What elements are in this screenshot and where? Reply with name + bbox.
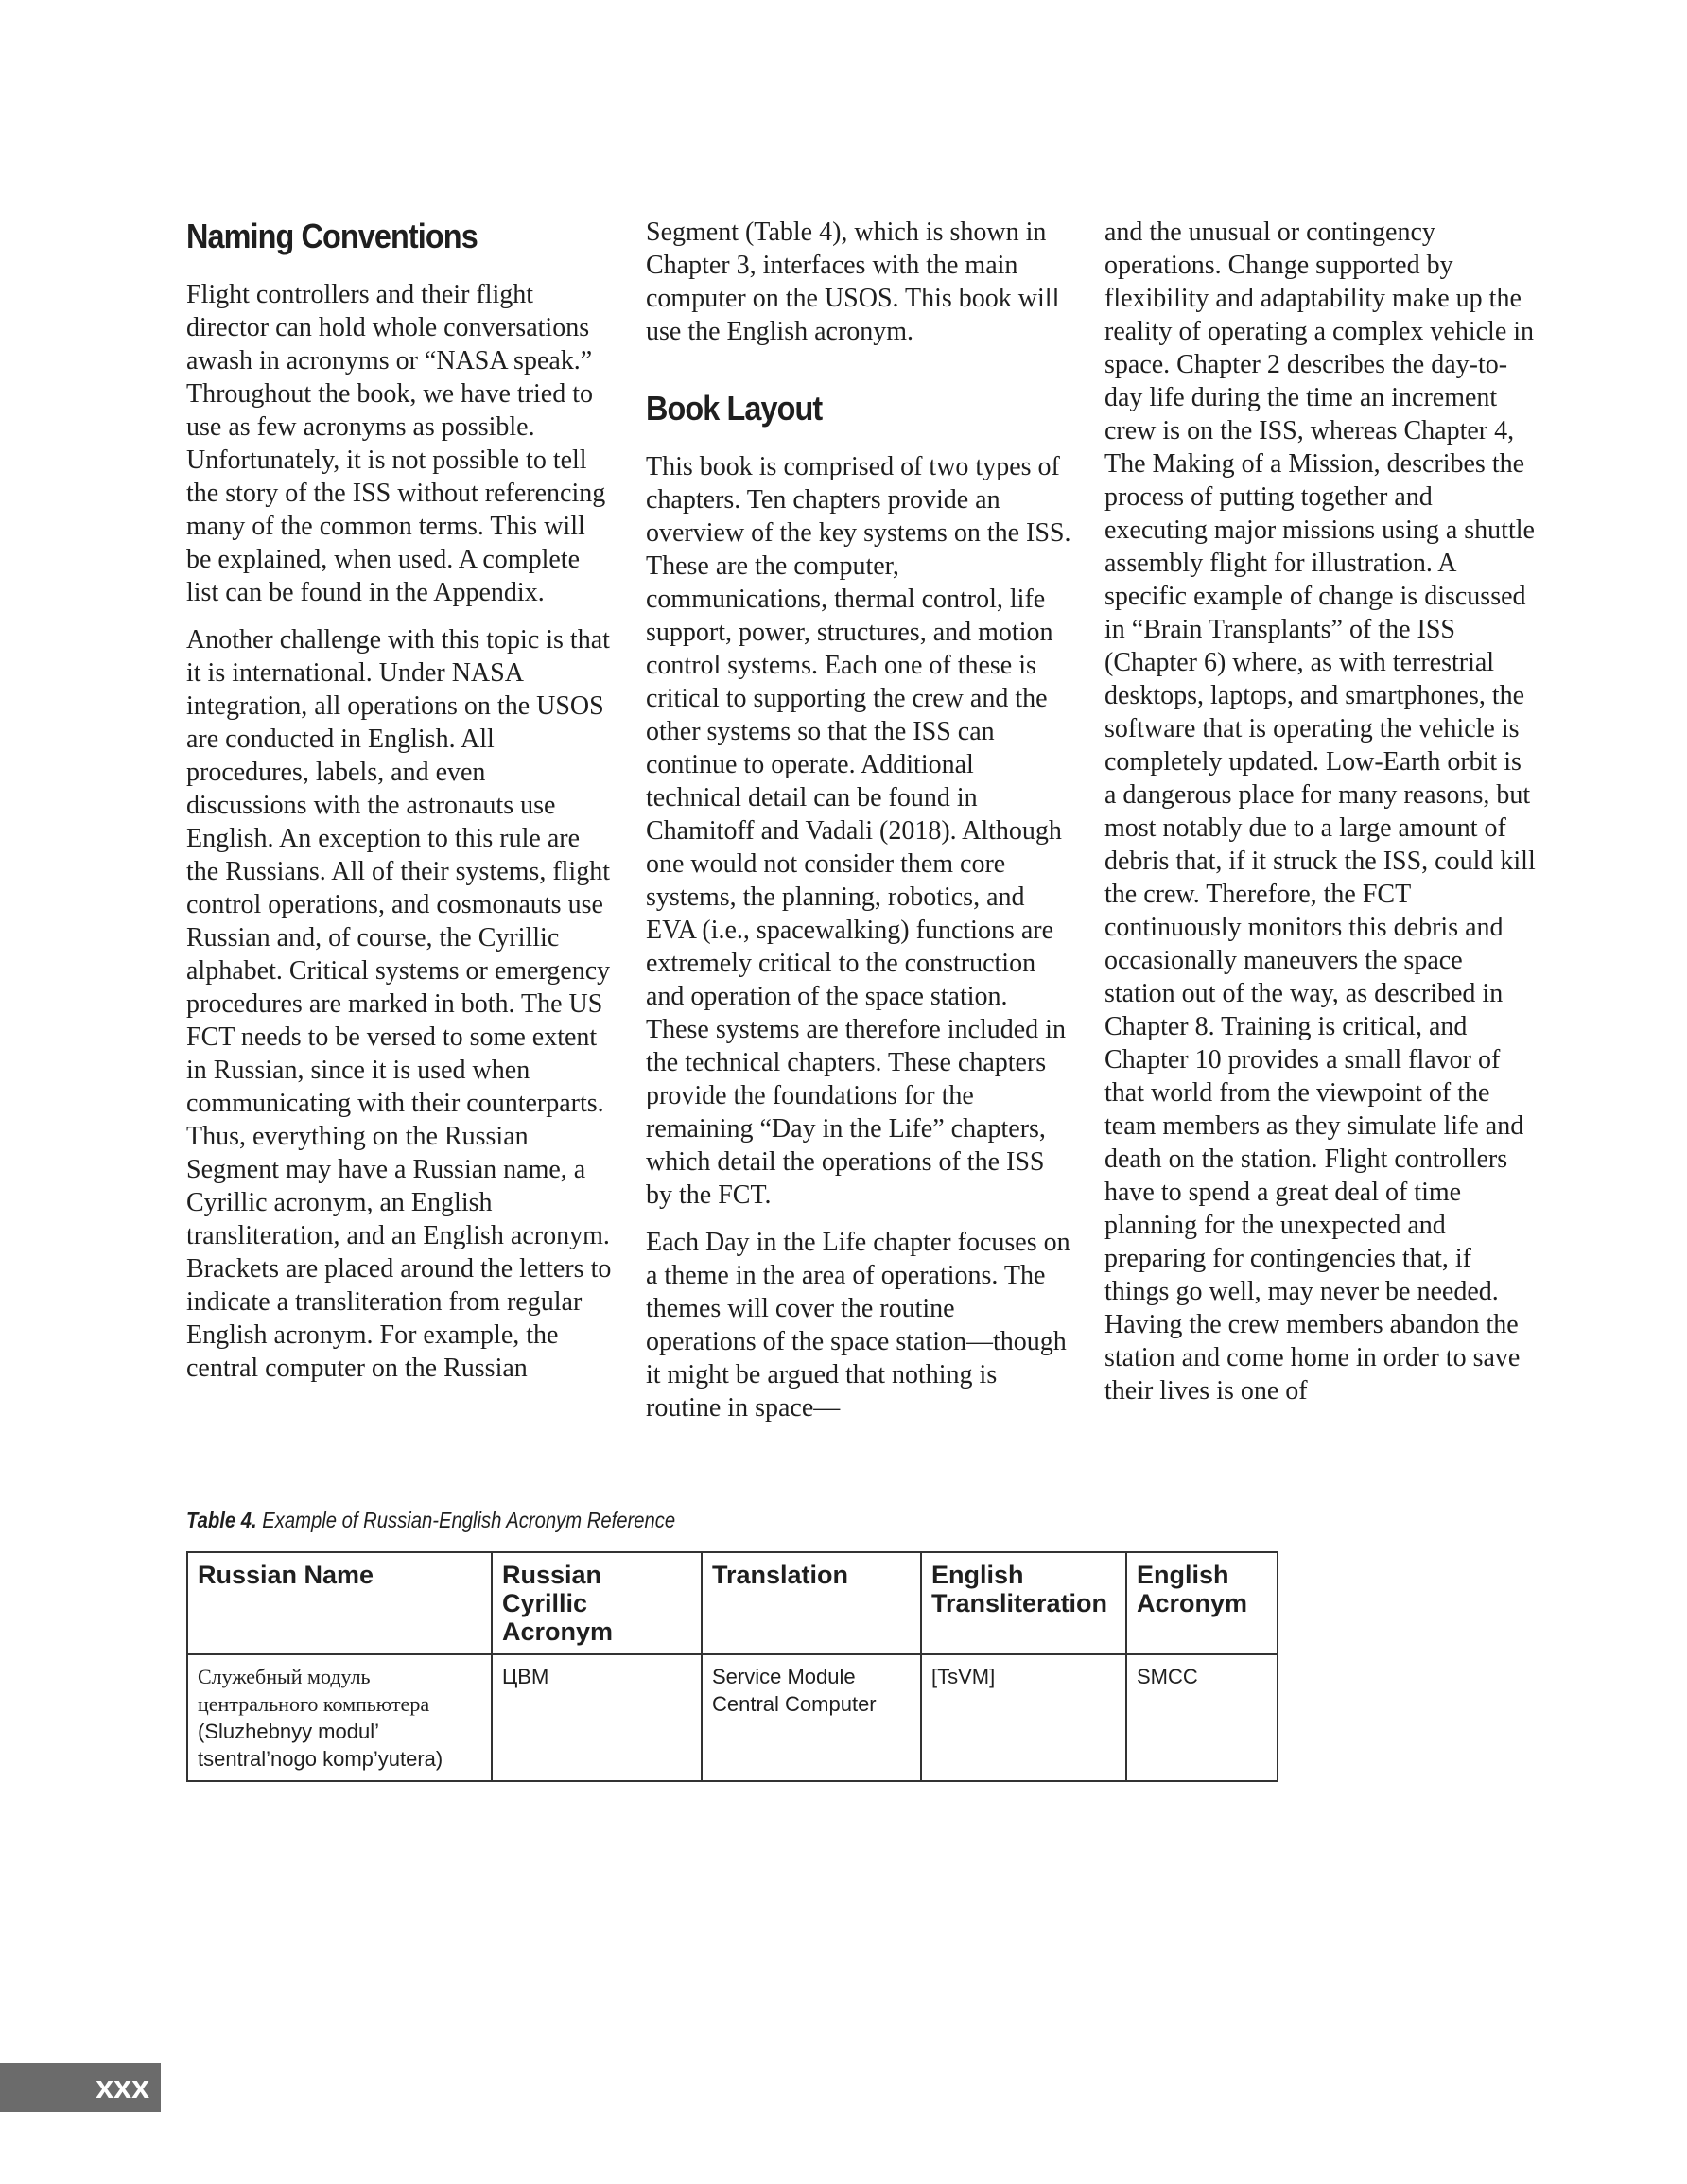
column-header: Russian Cyrillic Acronym — [492, 1552, 702, 1654]
column-header: English Acronym — [1126, 1552, 1278, 1654]
table-row — [187, 1654, 1278, 1781]
column-header: Russian Name — [187, 1552, 492, 1654]
table-caption-text: Example of Russian-English Acronym Reference — [262, 1508, 676, 1532]
table-header-row — [187, 1552, 1278, 1654]
column-header: English Transliteration — [921, 1552, 1126, 1654]
section-heading-book-layout: Book Layout — [646, 389, 823, 428]
text-column-2 — [646, 216, 1071, 1439]
table-cell-transliteration: [TsVM] — [921, 1654, 1126, 1781]
russian-name-cyrillic: Служебный модуль центрального компьютера — [198, 1665, 430, 1716]
section-heading-naming-conventions: Naming Conventions — [186, 217, 478, 255]
text-column-3 — [1104, 216, 1539, 1422]
paragraph: This book is comprised of two types of chapters. Ten chapters provide an overview of the key systems on the ISS. These are the computer, communications, thermal control, life support, power, structures, and motion control systems. Each one of these is critical to supporting the crew and the other systems so that the ISS can continue to operate. Additional technical detail can be found in Chamitoff and Vadali (2018). Although one would not consider them core systems, the planning, robotics, and EVA (i.e., spacewalking) functions are extremely critical to the construction and operation of the space station. These systems are therefore included in the technical chapters. These chapters provide the foundations for the remaining “Day in the Life” chapters, which detail the operations of the ISS by the FCT. — [646, 452, 1071, 1210]
acronym-table — [186, 1551, 1278, 1782]
paragraph: Flight controllers and their flight director can hold whole conversations awash in acronyms or “NASA speak.” Throughout the book, we have tried to use as few acronyms as possible. Unfortunately, it is not possible to tell the story of the ISS without referencing many of the common terms. This will be explained, when used. A complete list can be found in the Appendix. — [186, 280, 606, 607]
table-cell-russian-name — [187, 1654, 492, 1781]
table-caption-label: Table 4. — [186, 1508, 257, 1532]
paragraph: and the unusual or contingency operations. Change supported by flexibility and adaptability make up the reality of operating a complex vehicle in space. Chapter 2 describes the day-to-day life during the time an increment crew is on the ISS, whereas Chapter 4, The Making of a Mission, describes the process of putting together and executing major missions using a shuttle assembly flight for illustration. A specific example of change is discussed in “Brain Transplants” of the ISS (Chapter 6) where, as with terrestrial desktops, laptops, and smartphones, the software that is operating the vehicle is completely updated. Low-Earth orbit is a dangerous place for many reasons, but most notably due to a large amount of debris that, if it struck the ISS, could kill the crew. Therefore, the FCT continuously monitors this debris and occasionally maneuvers the space station out of the way, as described in Chapter 8. Training is critical, and Chapter 10 provides a small flavor of that world from the viewpoint of the team members as they simulate life and death on the station. Flight controllers have to spend a great deal of time planning for the unexpected and preparing for contingencies that, if things go well, may never be needed. Having the crew members abandon the station and come home in order to save their lives is one of — [1104, 218, 1536, 1406]
text-column-1 — [186, 216, 612, 1399]
page-number-tab — [0, 2063, 161, 2112]
column-header: Translation — [702, 1552, 921, 1654]
russian-name-latin: (Sluzhebnyy modul’ tsentral’nogo komp’yutera) — [198, 1720, 443, 1771]
paragraph: Each Day in the Life chapter focuses on a theme in the area of operations. The themes will cover the routine operations of the space station—though it might be argued that nothing is routine in space— — [646, 1228, 1070, 1423]
table-caption — [186, 1508, 675, 1533]
paragraph: Another challenge with this topic is that it is international. Under NASA integration, all operations on the USOS are conducted in English. All procedures, labels, and even discussions with the astronauts use English. An exception to this rule are the Russians. All of their systems, flight control operations, and cosmonauts use Russian and, of course, the Cyrillic alphabet. Critical systems or emergency procedures are marked in both. The US FCT needs to be versed to some extent in Russian, since it is used when communicating with their counterparts. Thus, everything on the Russian Segment may have a Russian name, a Cyrillic acronym, an English transliteration, and an English acronym. Brackets are placed around the letters to indicate a transliteration from regular English acronym. For example, the central computer on the Russian — [186, 625, 612, 1383]
table-cell-english-acronym: SMCC — [1126, 1654, 1278, 1781]
paragraph: Segment (Table 4), which is shown in Chapter 3, interfaces with the main computer on the USOS. This book will use the English acronym. — [646, 218, 1060, 346]
table-cell-cyrillic-acronym: ЦВМ — [492, 1654, 702, 1781]
page-number: xxx — [96, 2070, 149, 2105]
table-cell-translation: Service Module Central Computer — [702, 1654, 921, 1781]
